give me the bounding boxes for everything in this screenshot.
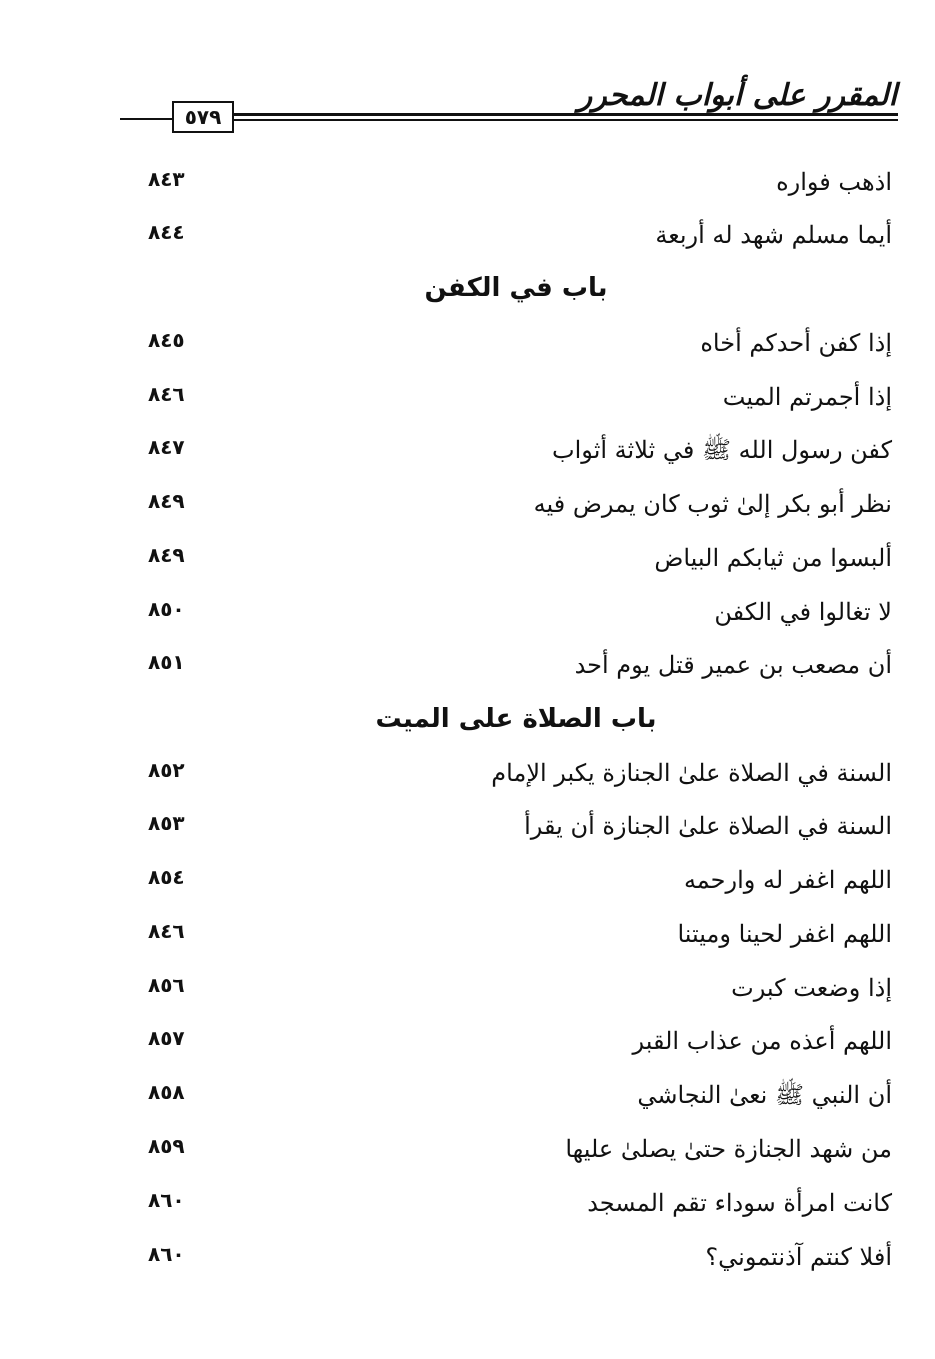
index-entry — [140, 914, 892, 954]
entry-page-number: ٨٤٣ — [148, 167, 185, 191]
entry-title: لا تغالوا في الكفن — [714, 598, 892, 626]
index-entry — [140, 430, 892, 470]
entry-title: كانت امرأة سوداء تقم المسجد — [587, 1189, 892, 1217]
index-entry — [140, 1021, 892, 1061]
header-rule-left — [120, 118, 172, 120]
entry-page-number: ٨٥٤ — [148, 865, 185, 889]
section-heading: باب الصلاة على الميت — [375, 704, 657, 734]
entry-page-number: ٨٥٣ — [148, 811, 185, 835]
entry-title: ألبسوا من ثيابكم البياض — [654, 544, 892, 572]
entry-title: أيما مسلم شهد له أربعة — [655, 221, 892, 249]
page-number: ٥٧٩ — [184, 105, 222, 129]
index-entry — [140, 968, 892, 1008]
running-title: المقرر على أبواب المحرر — [577, 78, 897, 113]
entry-page-number: ٨٦٠ — [148, 1188, 185, 1212]
entry-title: من شهد الجنازة حتىٰ يصلىٰ عليها — [565, 1135, 892, 1163]
entry-page-number: ٨٥٩ — [148, 1134, 185, 1158]
entry-title: أن مصعب بن عمير قتل يوم أحد — [574, 651, 892, 679]
index-entry — [140, 323, 892, 363]
index-entry — [140, 162, 892, 202]
index-entry — [140, 806, 892, 846]
entry-page-number: ٨٤٩ — [148, 543, 185, 567]
index-entry — [140, 538, 892, 578]
entry-title: إذا وضعت كبرت — [731, 974, 892, 1002]
index-entry — [140, 645, 892, 685]
entry-page-number: ٨٤٦ — [148, 382, 185, 406]
entry-title: أن النبي ﷺ نعىٰ النجاشي — [637, 1081, 892, 1109]
entry-page-number: ٨٥٦ — [148, 973, 185, 997]
entry-page-number: ٨٦٠ — [148, 1242, 185, 1266]
index-entry — [140, 1183, 892, 1223]
entry-page-number: ٨٥١ — [148, 650, 185, 674]
entry-title: السنة في الصلاة علىٰ الجنازة يكبر الإمام — [491, 759, 892, 787]
entry-title: اللهم أعذه من عذاب القبر — [632, 1027, 892, 1055]
index-entry — [140, 484, 892, 524]
page-header — [0, 0, 935, 140]
index-entry — [140, 1075, 892, 1115]
entry-page-number: ٨٤٩ — [148, 489, 185, 513]
entry-page-number: ٨٤٤ — [148, 220, 185, 244]
section-heading: باب في الكفن — [424, 273, 608, 303]
entry-page-number: ٨٥٨ — [148, 1080, 185, 1104]
entry-title: اللهم اغفر لحينا وميتنا — [677, 920, 892, 948]
entry-page-number: ٨٥٢ — [148, 758, 185, 782]
entry-title: أفلا كنتم آذنتموني؟ — [705, 1243, 892, 1271]
page-number-box — [172, 101, 234, 133]
entry-page-number: ٨٤٦ — [148, 919, 185, 943]
entry-title: إذا كفن أحدكم أخاه — [700, 329, 892, 357]
index-entry — [140, 860, 892, 900]
index-entry — [140, 1237, 892, 1277]
entry-title: اللهم اغفر له وارحمه — [683, 866, 892, 894]
index-entry — [140, 753, 892, 793]
entry-title: كفن رسول الله ﷺ في ثلاثة أثواب — [552, 436, 892, 464]
index-entry — [140, 377, 892, 417]
entry-page-number: ٨٤٥ — [148, 328, 185, 352]
index-entry — [140, 592, 892, 632]
index-entry — [140, 215, 892, 255]
entry-page-number: ٨٥٠ — [148, 597, 185, 621]
index-entry — [140, 1129, 892, 1169]
entry-page-number: ٨٤٧ — [148, 435, 185, 459]
entry-title: اذهب فواره — [776, 168, 892, 196]
entry-title: إذا أجمرتم الميت — [722, 383, 892, 411]
entry-page-number: ٨٥٧ — [148, 1026, 185, 1050]
header-rule-right-top — [234, 113, 898, 116]
header-rule-right-bottom — [234, 119, 898, 121]
entry-title: السنة في الصلاة علىٰ الجنازة أن يقرأ — [524, 812, 892, 840]
entry-title: نظر أبو بكر إلىٰ ثوب كان يمرض فيه — [533, 490, 892, 518]
